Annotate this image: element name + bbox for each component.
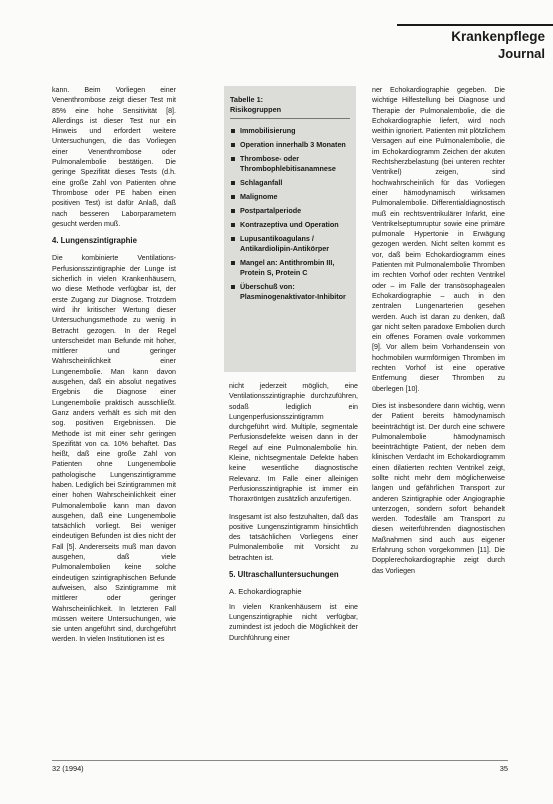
section-heading-lungenszintigraphie: 4. Lungenszintigraphie (52, 236, 137, 246)
risk-item: Schlaganfall (230, 178, 352, 188)
right-paragraph-1: ner Echokardiographie gegeben. Die wichtige Hilfestellung bei Diagnose und Therapie der Pulmonalembolie, die die Echokardiographie liefert, wird noch weithin ignoriert. Patienten mit plötzlichem Versagen auf eine Pulmonalembolie, die im Echokardiogramm Zeichen der akuten Rechtsherzbelastung (bei unteren rechter Ventrikel) zeigen, sind hochwahrscheinlich für das Vorliegen einer hämodynamisch wirksamen Pulmonalembolie. Differentialdiagnostisch muß ein rechtsventrikulärer Infarkt, eine Ventrikelseptumruptur sowie eine primäre pulmonale Hypertonie in Erwägung gezogen werden. Nicht selten kommt es vor, daß beim Echokardiogramm eines Patienten mit Pulmonalembolie Thromben im rechten Vorhof oder rechten Ventrikel oder – im Falle der transösophagealen Echokardiographie – auch in den zentralen Lungenarterien gesehen werden. Auch ist daran zu denken, daß gar nicht selten paradoxe Embolien durch ein offenes Foramen ovale vorkommen [9]. Vor allem beim Vorhandensein von hochmobilen wurmförmigen Thromben im rechten Vorhof ist eine operative Entfernung dieser Thromben zu überlegen [10]. (372, 86, 505, 393)
journal-title: Krankenpflege (451, 29, 545, 44)
middle-column (229, 381, 358, 650)
risk-item: Thrombose- oder Thrombophlebitisanamnese (230, 154, 352, 174)
left-paragraph-1: kann. Beim Vorliegen einer Venenthrombose zeigt dieser Test mit 85% eine hohe Sensitivität [8]. Allerdings ist dieser Test nur ein Hinweis und erfordert weitere Untersuchungen, die das Vorliegen einer Venenthrombose oder Pulmonalembolie bestätigen. Die geringe Spezifität dieses Tests (d.h. eine große Zahl von Patienten ohne Thrombose oder PE haben einen positiven Test) ist dafür Anlaß, daß nach besseren Laborparametern gesucht werden muß. (52, 86, 176, 228)
left-column (52, 85, 176, 652)
subheading-echokardiographie: A. Echokardiographie (229, 587, 302, 597)
left-paragraph-2: Die kombinierte Ventilations-Perfusionsszintigraphie der Lunge ist sicherlich in vielen Krankenhäusern, wo diese Methode verfügbar ist, der erste Zugang zur Diagnose. Trotzdem wird ihr kritischer Wertung dieser Untersuchungsmethode zu wenig in Betracht gezogen. In der Regel unterscheidet man Befunde mit hoher, mittlerer und geringer Wahrscheinlichkeit einer Lungenembolie. Man kann davon ausgehen, daß ein absolut negatives Ergebnis die Diagnose einer Lungenembolie praktisch ausschließt. Ganz anders verhält es sich mit den sog. positiven Ergebnissen. Die Methode ist mit einer sehr geringen Spezifität von ca. 10% behaftet. Das heißt, daß eine große Zahl von Patienten ohne Lungenembolie pathologische Lungenszintigramme haben. Lediglich bei Szintigrammen mit einer hohen Wahrscheinlichkeit einer Pulmonalembolie kann man davon ausgehen, daß eine Lungenembolie tatsächlich vorliegt. Bei weniger eindeutigen Befunden ist dies nicht der Fall [5]. Andererseits muß man davon ausgehen, daß viele Pulmonalembolien keine solche eindeutigen szintigraphischen Befunde aufweisen, also Szintigramme mit mittlerer oder geringer Wahrscheinlichkeit. In letzteren Fall müssen weitere Untersuchungen, wie sie unten angeführt sind, durchgeführt werden. In vielen Institutionen ist es (52, 254, 176, 644)
table-title: Tabelle 1: Risikogruppen (230, 95, 282, 114)
risk-item: Kontrazeptiva und Operation (230, 220, 352, 230)
page-number: 35 (499, 764, 508, 773)
right-paragraph-2: Dies ist insbesondere dann wichtig, wenn der Patient bereits hämodynamisch beeinträchtigt ist. Der durch eine schwere Pulmonalembolie hämodynamisch beeinträchtigte Patient, der neben dem klinischen Verdacht im Echokardiogramm einen dilatierten rechten Ventrikel zeigt, sollte nicht mehr dem möglicherweise langen und gefährlichen Transport zur anderen Szintigraphie oder Angiographie unterzogen, sondern sofort behandelt werden. Todesfälle am Transport zu diesen weiterführenden diagnostischen Maßnahmen sind auch aus eigener Erfahrung schon vorgekommen [11]. Die Dopplerechokardiographie zeigt durch das Vorliegen (372, 401, 505, 575)
table-divider (230, 118, 350, 119)
right-column (372, 85, 505, 583)
footer-rule (52, 760, 508, 761)
risk-list (230, 126, 352, 306)
risk-item: Lupusantikoagulans / Antikardiolipin-Antikörper (230, 234, 352, 254)
section-heading-ultraschall: 5. Ultraschalluntersuchungen (229, 570, 339, 580)
risk-item: Mangel an: Antithrombin III, Protein S, Protein C (230, 258, 352, 278)
middle-paragraph-2: Insgesamt ist also festzuhalten, daß das positive Lungenszintigramm hinsichtlich des tatsächlichen Vorliegens einer Pulmonalembolie mit Vorsicht zu betrachten ist. (229, 512, 358, 562)
issue-number: 32 (1994) (52, 764, 84, 773)
risk-item: Malignome (230, 192, 352, 202)
risk-item: Überschuß von: Plasminogenaktivator-Inhibitor (230, 282, 352, 302)
risk-item: Immobilisierung (230, 126, 352, 136)
middle-paragraph-3: In vielen Krankenhäusern ist eine Lungenszintigraphie nicht verfügbar, zumindest ist jedoch die Möglichkeit der Durchführung einer (229, 602, 358, 642)
risk-item: Operation innerhalb 3 Monaten (230, 140, 352, 150)
middle-paragraph-1: nicht jederzeit möglich, eine Ventilationsszintigraphie durchzuführen, sodaß lediglich ein Lungenperfusionsszintigramm durchgeführt wird. Multiple, segmentale Perfusionsdefekte weisen dann in der Regel auf eine Pulmonalembolie hin. Kleine, nichtsegmentale Defekte haben keine wesentliche diagnostische Relevanz. Im Falle einer alleinigen Perfusionsszintigraphie ist immer ein Thoraxröntgen zusätzlich anzufertigen. (229, 382, 358, 504)
risk-item: Postpartalperiode (230, 206, 352, 216)
journal-subtitle: Journal (498, 46, 545, 61)
risk-groups-table (224, 86, 356, 372)
header-rule (397, 24, 553, 26)
